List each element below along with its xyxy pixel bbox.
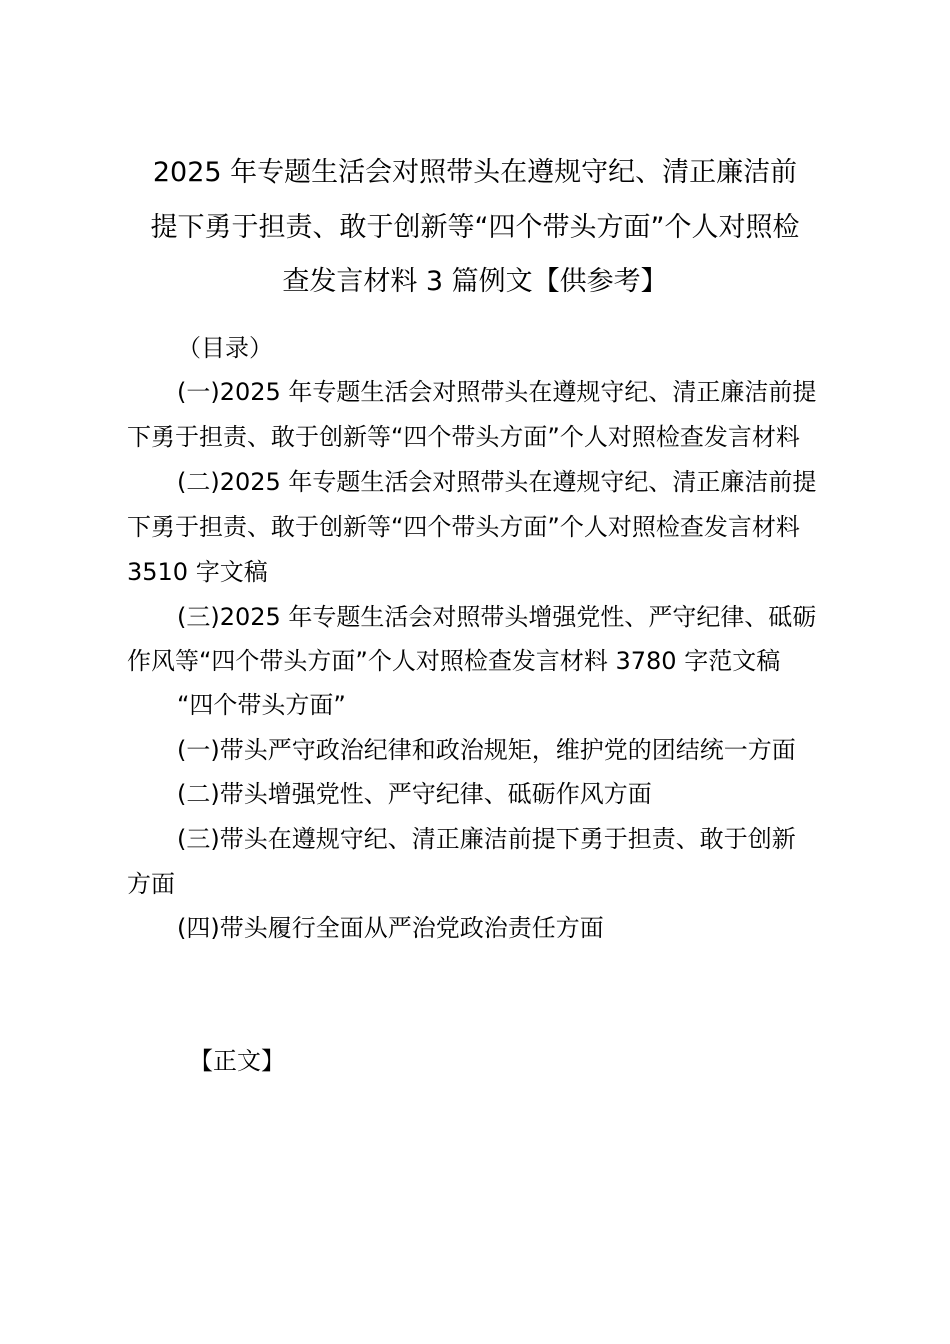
toc-item-2-line-3: 3510 字文稿 — [127, 558, 268, 586]
toc-item-1-line-2: 下勇于担责、敢于创新等“四个带头方面”个人对照检查发言材料 — [127, 423, 800, 451]
aspects-heading: “四个带头方面” — [177, 691, 346, 719]
document-title-line-3: 查发言材料 3 篇例文【供参考】 — [282, 266, 668, 297]
toc-item-1-line-1: (一)2025 年专题生活会对照带头在遵规守纪、清正廉洁前提 — [177, 378, 817, 406]
toc-item-2-line-1: (二)2025 年专题生活会对照带头在遵规守纪、清正廉洁前提 — [177, 468, 817, 496]
toc-item-3-line-2: 作风等“四个带头方面”个人对照检查发言材料 3780 字范文稿 — [127, 647, 781, 675]
toc-heading: （目录） — [177, 334, 273, 362]
toc-item-2-line-2: 下勇于担责、敢于创新等“四个带头方面”个人对照检查发言材料 — [127, 513, 800, 541]
toc-item-3-line-1: (三)2025 年专题生活会对照带头增强党性、严守纪律、砥砺 — [177, 603, 817, 631]
document-title-line-1: 2025 年专题生活会对照带头在遵规守纪、清正廉洁前 — [152, 157, 798, 188]
aspect-item-1: (一)带头严守政治纪律和政治规矩，维护党的团结统一方面 — [177, 736, 796, 764]
body-section-label: 【正文】 — [189, 1047, 285, 1075]
aspect-item-2: (二)带头增强党性、严守纪律、砥砺作风方面 — [177, 780, 652, 808]
document-title-line-2: 提下勇于担责、敢于创新等“四个带头方面”个人对照检 — [150, 212, 800, 243]
aspect-item-4: (四)带头履行全面从严治党政治责任方面 — [177, 914, 604, 942]
aspect-item-3-line-2: 方面 — [127, 870, 175, 898]
aspect-item-3-line-1: (三)带头在遵规守纪、清正廉洁前提下勇于担责、敢于创新 — [177, 825, 796, 853]
